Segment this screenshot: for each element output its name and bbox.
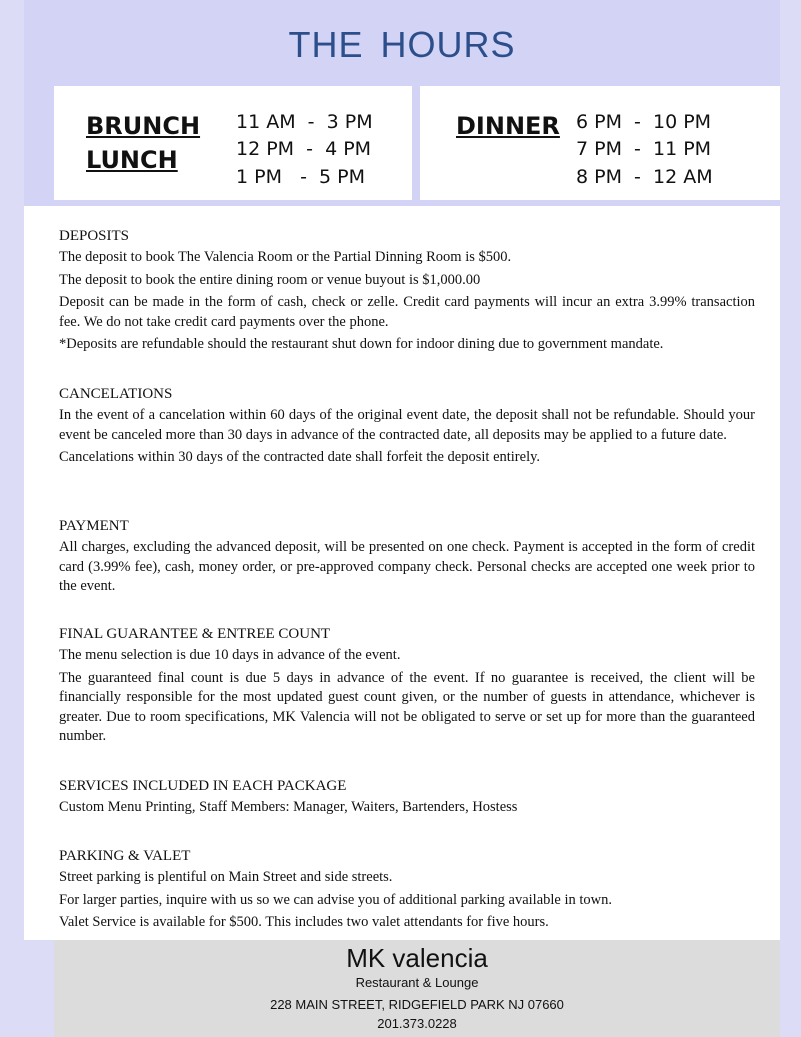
paragraph: The deposit to book The Valencia Room or the Partial Dinning Room is $500. [59,249,512,265]
section-deposits [59,226,755,358]
section-cancelations [59,384,755,471]
paragraph: All charges, excluding the advanced deposit, will be presented on one check. Payment is accepted in the form of credit card (3.99% fee), cash, money order, or pre-approved company check. Personal checks are accepted one week prior to the event. [59,539,755,594]
paragraph: Custom Menu Printing, Staff Members: Manager, Waiters, Bartenders, Hostess [59,799,518,815]
brand-subtitle: Restaurant & Lounge [355,975,479,990]
brand-name: MK valencia [346,943,488,973]
hours-divider [412,86,420,200]
paragraph: Valet Service is available for $500. This includes two valet attendants for five hours. [59,914,549,930]
meal-dinner: DINNER [456,112,560,140]
paragraph: The guaranteed final count is due 5 days in advance of the event. If no guarantee is received, the client will be financially responsible for the most updated guest count given, or the number of guests in attendance, whichever is greater. Due to room specifications, MK Valencia will not be obligated to serve or set up for more than the guaranteed number. [59,669,755,744]
page-title: THE HOURS [288,24,516,65]
phone-number: 201.373.0228 [377,1016,457,1031]
paragraph: *Deposits are refundable should the restaurant shut down for indoor dining due to government mandate. [59,336,664,352]
dinner-time-2: 7 PM - 11 PM [576,138,712,160]
section-parking [59,846,755,936]
footer [54,940,780,1037]
section-services [59,776,755,821]
meal-lunch: LUNCH [86,146,178,174]
paragraph: The menu selection is due 10 days in advance of the event. [59,647,401,663]
time-3: 1 PM - 5 PM [236,166,366,188]
paragraph: The deposit to book the entire dining room or venue buyout is $1,000.00 [59,271,481,288]
section-heading: PARKING & VALET [59,848,191,864]
dinner-time-1: 6 PM - 10 PM [576,111,712,133]
meal-brunch: BRUNCH [86,112,201,140]
paragraph: Cancelations within 30 days of the contracted date shall forfeit the deposit entirely. [59,449,541,465]
hours-dinner [420,86,778,200]
section-heading: FINAL GUARANTEE & ENTREE COUNT [59,626,331,642]
section-heading: CANCELATIONS [59,386,173,402]
left-border [0,0,24,1037]
dinner-time-3: 8 PM - 12 AM [576,166,713,188]
footer-left-gap [24,940,54,1037]
section-heading: SERVICES INCLUDED IN EACH PACKAGE [59,778,347,794]
time-2: 12 PM - 4 PM [236,138,372,160]
paragraph: Deposit can be made in the form of cash, check or zelle. Credit card payments will incur an extra 3.99% transaction fee. We do not take credit card payments over the phone. [59,294,755,330]
address: 228 MAIN STREET, RIDGEFIELD PARK NJ 07660 [270,997,564,1012]
section-payment [59,516,755,600]
hours-brunch-lunch [54,86,412,200]
header-band [24,0,780,86]
section-heading: DEPOSITS [59,228,130,244]
hours-left-gap [24,86,54,200]
paragraph: In the event of a cancelation within 60 days of the original event date, the deposit shall not be refundable. Should your event be canceled more than 30 days in advance of the contracted date, all deposits may be applied to a future date. [59,407,755,443]
time-1: 11 AM - 3 PM [236,111,373,133]
paragraph: Street parking is plentiful on Main Street and side streets. [59,869,393,885]
section-final-guarantee [59,624,755,750]
right-border [780,0,801,1037]
policy-content [24,206,780,940]
paragraph: For larger parties, inquire with us so we can advise you of additional parking available in town. [59,891,613,908]
section-heading: PAYMENT [59,518,129,534]
